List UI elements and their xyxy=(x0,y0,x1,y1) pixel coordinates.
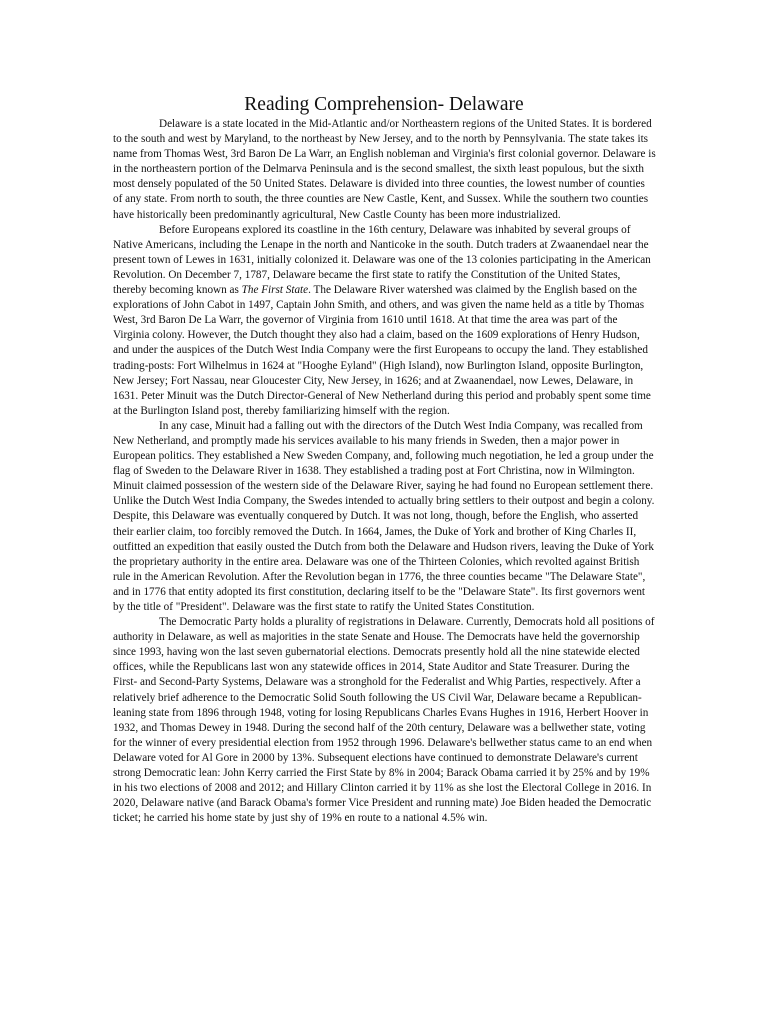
paragraph-text: Delaware is a state located in the Mid-Atlantic and/or Northeastern regions of the United States. It is bordered to the south and west by Maryland, to the northeast by New Jersey, and to the north by Pennsylvania. The state takes its name from Thomas West, 3rd Baron De La Warr, an English nobleman and Virginia's first colonial governor. Delaware is in the northeastern portion of the Delmarva Peninsula and is the second smallest, the sixth least populous, but the sixth most densely populated of the 50 United States. Delaware is divided into three counties, the lowest number of counties of any state. From north to south, the three counties are New Castle, Kent, and Sussex. While the southern two counties have historically been predominantly agricultural, New Castle County has been more industrialized. xyxy=(113,118,656,221)
paragraph-4 xyxy=(113,615,656,826)
page-title: Reading Comprehension- Delaware xyxy=(244,94,524,115)
body-text xyxy=(113,117,656,826)
italic-phrase: The First State xyxy=(241,284,309,297)
paragraph-text: The Democratic Party holds a plurality of registrations in Delaware. Currently, Democrats hold all positions of authority in Delaware, as well as majorities in the state Senate and House. The Democrats have held the governorship since 1993, having won the last seven gubernatorial elections. Democrats presently hold all the nine statewide elected offices, while the Republicans last won any statewide offices in 2014, State Auditor and State Treasurer. During the First- and Second-Party Systems, Delaware was a stronghold for the Federalist and Whig Parties, respectively. After a relatively brief adherence to the Democratic Solid South following the US Civil War, Delaware became a Republican-leaning state from 1896 through 1948, voting for losing Republicans Charles Evans Hughes in 1916, Herbert Hoover in 1932, and Thomas Dewey in 1948. During the second half of the 20th century, Delaware was a bellwether state, voting for the winner of every presidential election from 1952 through 1996. Delaware's bellwether status came to an end when Delaware voted for Al Gore in 2000 by 13%. Subsequent elections have continued to demonstrate Delaware's current strong Democratic lean: John Kerry carried the First State by 8% in 2004; Barack Obama carried it by 25% and by 19% in his two elections of 2008 and 2012; and Hillary Clinton carried it by 11% as she lost the Electoral College in 2016. In 2020, Delaware native (and Barack Obama's former Vice President and running mate) Joe Biden headed the Democratic ticket; he carried his home state by just shy of 19% en route to a national 4.5% win. xyxy=(113,616,655,825)
paragraph-text: Before Europeans explored its coastline in the 16th century, Delaware was inhabited by several groups of Native Americans, including the Lenape in the north and Nanticoke in the south. Dutch traders at Zwaanendael near the present town of Lewes in 1631, initially colonized it. Delaware was one of the 13 colonies participating in the American Revolution. On December 7, 1787, Delaware became the first state to ratify the Constitution of the United States, thereby becoming known as xyxy=(113,223,651,297)
paragraph-1 xyxy=(113,117,656,223)
paragraph-2 xyxy=(113,223,656,419)
paragraph-text: In any case, Minuit had a falling out with the directors of the Dutch West India Company, was recalled from New Netherland, and promptly made his services available to his many friends in Sweden, then a major power in European politics. They established a New Sweden Company, and, following much negotiation, he led a group under the flag of Sweden to the Delaware River in 1638. They established a trading post at Fort Christina, now in Wilmington. Minuit claimed possession of the western side of the Delaware River, saying he had found no European settlement there. Unlike the Dutch West India Company, the Swedes intended to actually bring settlers to their outpost and begin a colony. Despite, this Delaware was eventually conquered by Dutch. It was not long, though, before the English, who asserted their earlier claim, too forcibly removed the Dutch. In 1664, James, the Duke of York and brother of King Charles II, outfitted an expedition that easily ousted the Dutch from both the Delaware and Hudson rivers, leaving the Duke of York the proprietary authority in the entire area. Delaware was one of the Thirteen Colonies, which revolted against British rule in the American Revolution. After the Revolution began in 1776, the three counties became "The Delaware State", and in 1776 that entity adopted its first constitution, declaring itself to be the "Delaware State". Its first governors went by the title of "President". Delaware was the first state to ratify the United States Constitution. xyxy=(113,419,655,613)
paragraph-3 xyxy=(113,419,656,615)
paragraph-text: . The Delaware River watershed was claimed by the English based on the explorations of John Cabot in 1497, Captain John Smith, and others, and was given the name held as a title by Thomas West, 3rd Baron De La Warr, the governor of Virginia from 1610 until 1618. At that time the area was part of the Virginia colony. However, the Dutch thought they also had a claim, based on the 1609 explorations of Henry Hudson, and under the auspices of the Dutch West India Company were the first Europeans to occupy the land. They established trading-posts: Fort Wilhelmus in 1624 at "Hooghe Eyland" (High Island), now Burlington Island, opposite Burlington, New Jersey; Fort Nassau, near Gloucester City, New Jersey, in 1626; and at Zwaanendael, now Lewes, Delaware, in 1631. Peter Minuit was the Dutch Director-General of New Netherland during this period and probably spent some time at the Burlington Island post, thereby familiarizing himself with the region. xyxy=(113,284,651,417)
